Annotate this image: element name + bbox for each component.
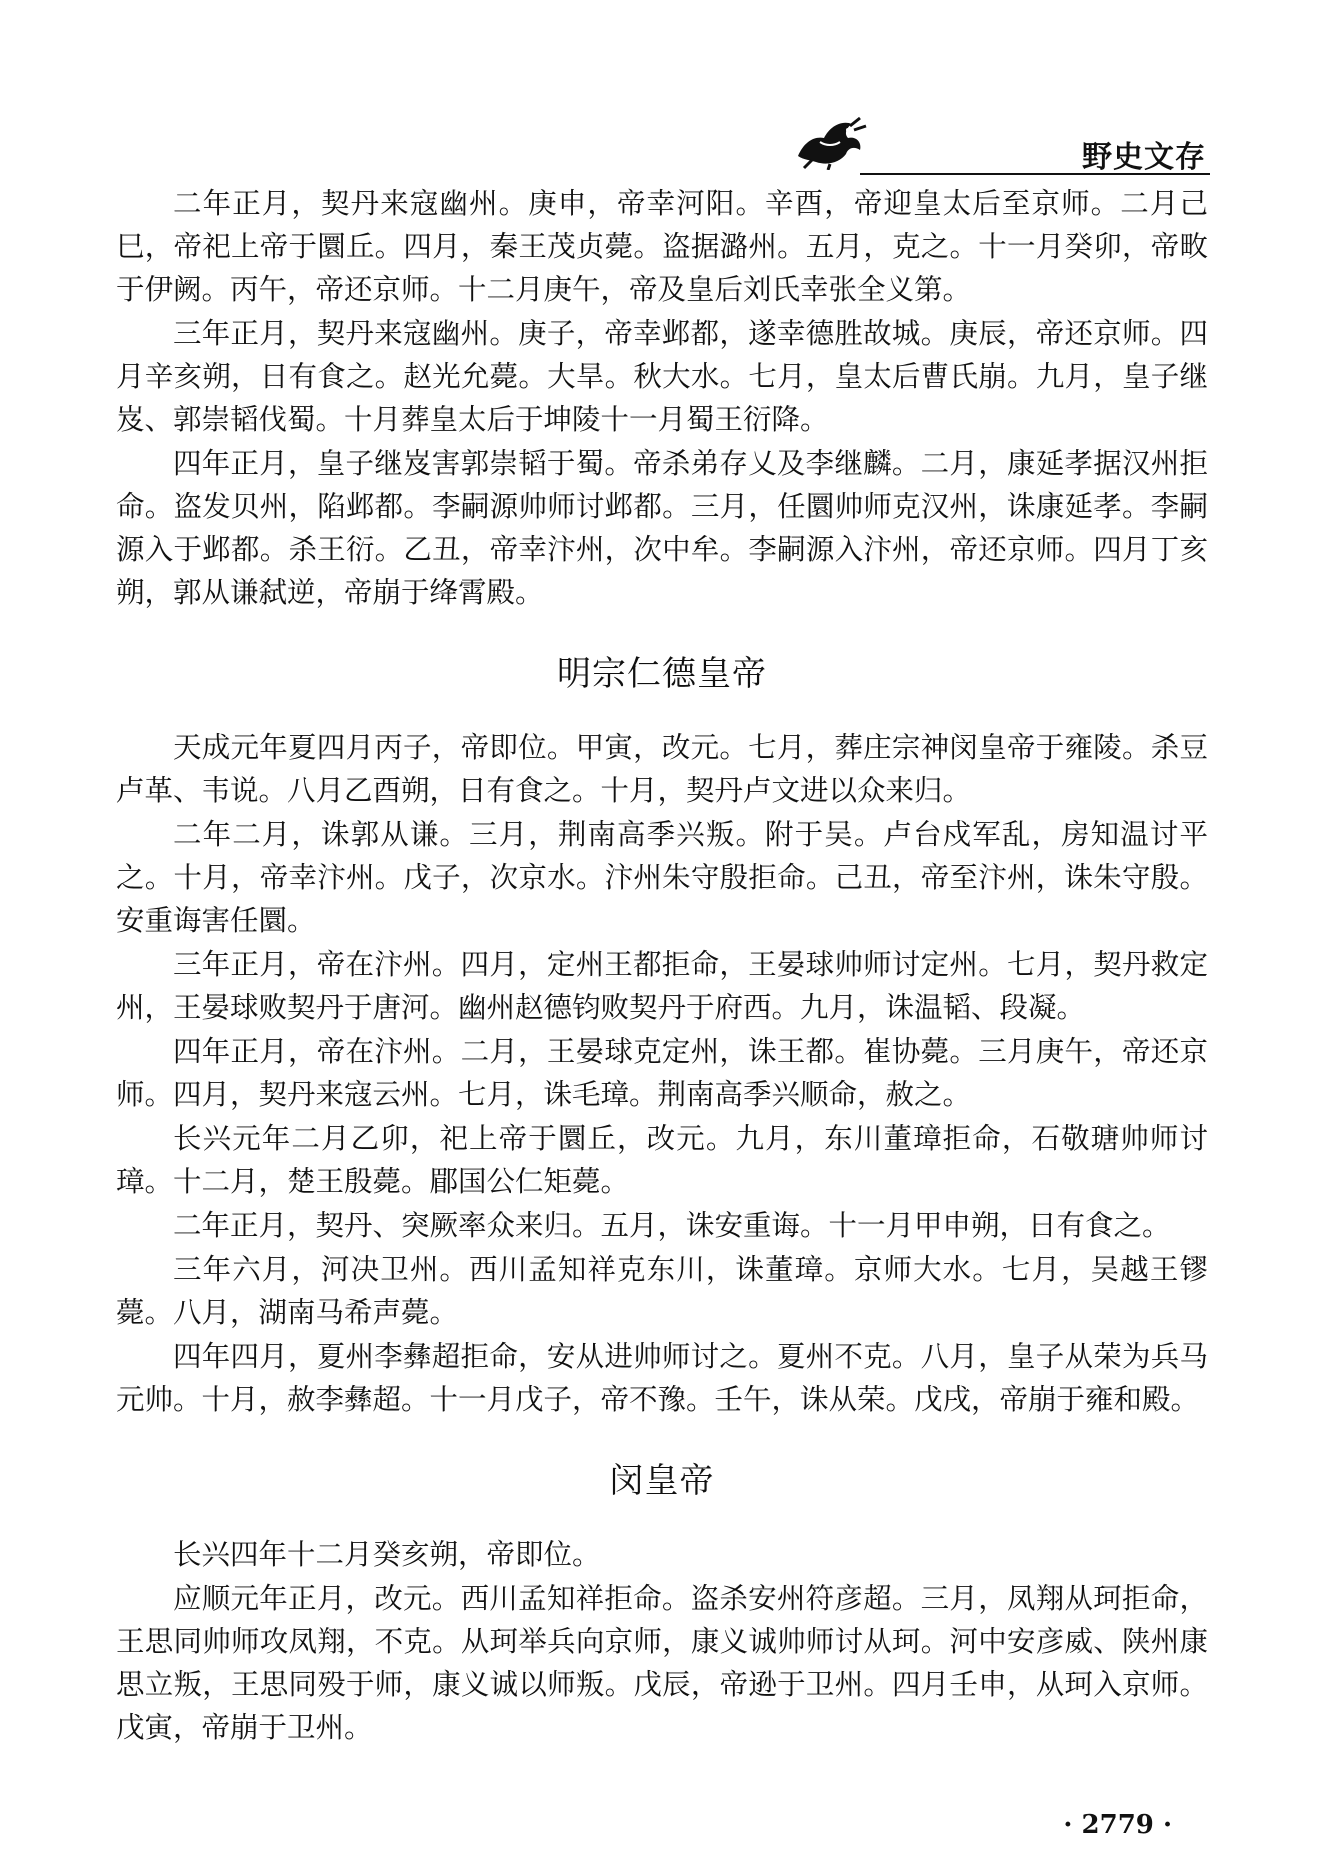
paragraph: 三年正月，契丹来寇幽州。庚子，帝幸邺都，遂幸德胜故城。庚辰，帝还京师。四月辛亥朔，日有食之。赵光允薨。大旱。秋大水。七月，皇太后曹氏崩。九月，皇子继岌、郭崇韬伐蜀。十月葬皇太后于坤陵十一月蜀王衍降。 — [116, 317, 1208, 436]
dragon-emblem-icon — [790, 112, 870, 170]
page-number: · 2779 · — [1063, 1810, 1172, 1840]
book-title: 野史文存 — [1082, 140, 1206, 175]
paragraph: 应顺元年正月，改元。西川孟知祥拒命。盗杀安州符彦超。三月，凤翔从珂拒命，王思同帅师攻凤翔，不克。从珂举兵向京师，康义诚帅师讨从珂。河中安彦威、陕州康思立叛，王思同殁于师，康义诚以师叛。戊辰，帝逊于卫州。四月壬申，从珂入京师。戊寅，帝崩于卫州。 — [116, 1582, 1208, 1744]
section-mingzong — [116, 644, 1208, 1421]
section-continued — [116, 182, 1208, 614]
section-min — [116, 1451, 1208, 1749]
paragraph: 二年正月，契丹、突厥率众来归。五月，诛安重诲。十一月甲申朔，日有食之。 — [173, 1209, 1171, 1242]
paragraph: 天成元年夏四月丙子，帝即位。甲寅，改元。七月，葬庄宗神闵皇帝于雍陵。杀豆卢革、韦说。八月乙酉朔，日有食之。十月，契丹卢文进以众来归。 — [116, 731, 1208, 807]
paragraph: 二年二月，诛郭从谦。三月，荆南高季兴叛。附于吴。卢台戍军乱，房知温讨平之。十月，帝幸汴州。戊子，次京水。汴州朱守殷拒命。己丑，帝至汴州，诛朱守殷。安重诲害任圜。 — [116, 818, 1208, 937]
section-heading: 明宗仁德皇帝 — [557, 654, 767, 694]
paragraph: 二年正月，契丹来寇幽州。庚申，帝幸河阳。辛酉，帝迎皇太后至京师。二月己巳，帝祀上帝于圜丘。四月，秦王茂贞薨。盗据潞州。五月，克之。十一月癸卯，帝畋于伊阙。丙午，帝还京师。十二月庚午，帝及皇后刘氏幸张全义第。 — [116, 187, 1208, 306]
paragraph: 四年正月，帝在汴州。二月，王晏球克定州，诛王都。崔协薨。三月庚午，帝还京师。四月，契丹来寇云州。七月，诛毛璋。荆南高季兴顺命，赦之。 — [116, 1035, 1208, 1111]
paragraph: 长兴元年二月乙卯，祀上帝于圜丘，改元。九月，东川董璋拒命，石敬瑭帅师讨璋。十二月，楚王殷薨。郿国公仁矩薨。 — [116, 1122, 1208, 1198]
paragraph: 三年六月，河决卫州。西川孟知祥克东川，诛董璋。京师大水。七月，吴越王镠薨。八月，湖南马希声薨。 — [116, 1253, 1208, 1329]
page-header — [790, 112, 1210, 174]
page-body — [116, 182, 1208, 1750]
paragraph: 四年四月，夏州李彝超拒命，安从进帅师讨之。夏州不克。八月，皇子从荣为兵马元帅。十月，赦李彝超。十一月戊子，帝不豫。壬午，诛从荣。戊戌，帝崩于雍和殿。 — [116, 1340, 1208, 1416]
section-heading: 闵皇帝 — [609, 1461, 715, 1501]
paragraph: 三年正月，帝在汴州。四月，定州王都拒命，王晏球帅师讨定州。七月，契丹救定州，王晏球败契丹于唐河。幽州赵德钧败契丹于府西。九月，诛温韬、段凝。 — [116, 948, 1208, 1024]
paragraph: 四年正月，皇子继岌害郭崇韬于蜀。帝杀弟存乂及李继麟。二月，康延孝据汉州拒命。盗发贝州，陷邺都。李嗣源帅师讨邺都。三月，任圜帅师克汉州，诛康延孝。李嗣源入于邺都。杀王衍。乙丑，帝幸汴州，次中牟。李嗣源入汴州，帝还京师。四月丁亥朔，郭从谦弑逆，帝崩于绛霄殿。 — [116, 447, 1208, 609]
paragraph: 长兴四年十二月癸亥朔，帝即位。 — [173, 1538, 601, 1571]
